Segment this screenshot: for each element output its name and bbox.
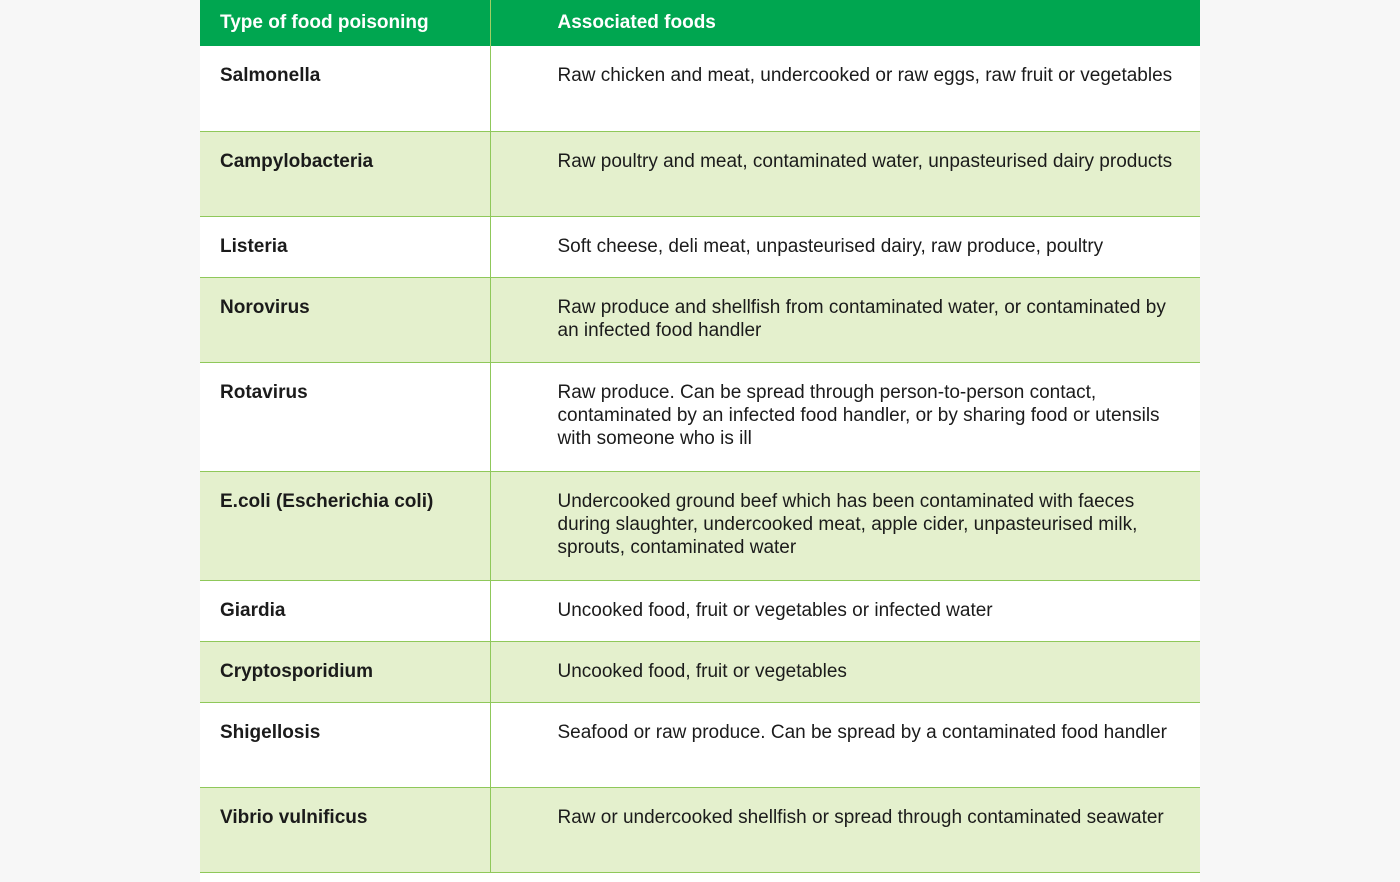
- table-row: [200, 580, 1200, 641]
- table-row: [200, 277, 1200, 362]
- poisoning-type-cell: Rotavirus: [200, 362, 490, 471]
- table-row: [200, 471, 1200, 580]
- table-row: [200, 131, 1200, 216]
- associated-foods-cell: Undercooked ground beef which has been contaminated with faeces during slaughter, undercooked meat, apple cider, unpasteurised milk, sprouts, contaminated water: [490, 471, 1200, 580]
- table-header: [200, 0, 1200, 46]
- poisoning-type-cell: Shigellosis: [200, 702, 490, 787]
- poisoning-type-cell: Salmonella: [200, 46, 490, 131]
- poisoning-type-cell: Norovirus: [200, 277, 490, 362]
- table-row: [200, 787, 1200, 872]
- associated-foods-cell: Soft cheese, deli meat, unpasteurised dairy, raw produce, poultry: [490, 216, 1200, 277]
- associated-foods-cell: Uncooked food, fruit or vegetables: [490, 641, 1200, 702]
- food-poisoning-table-container: [200, 0, 1200, 882]
- table-row: [200, 216, 1200, 277]
- table-body: [200, 46, 1200, 872]
- poisoning-type-cell: Giardia: [200, 580, 490, 641]
- table-row: [200, 362, 1200, 471]
- poisoning-type-cell: Campylobacteria: [200, 131, 490, 216]
- associated-foods-cell: Seafood or raw produce. Can be spread by a contaminated food handler: [490, 702, 1200, 787]
- table-row: [200, 46, 1200, 131]
- associated-foods-cell: Raw or undercooked shellfish or spread through contaminated seawater: [490, 787, 1200, 872]
- associated-foods-cell: Raw chicken and meat, undercooked or raw eggs, raw fruit or vegetables: [490, 46, 1200, 131]
- food-poisoning-table: [200, 0, 1200, 873]
- table-row: [200, 641, 1200, 702]
- table-row: [200, 702, 1200, 787]
- poisoning-type-cell: Cryptosporidium: [200, 641, 490, 702]
- poisoning-type-cell: Vibrio vulnificus: [200, 787, 490, 872]
- associated-foods-cell: Raw produce and shellfish from contaminated water, or contaminated by an infected food handler: [490, 277, 1200, 362]
- header-row: [200, 0, 1200, 46]
- associated-foods-cell: Raw poultry and meat, contaminated water, unpasteurised dairy products: [490, 131, 1200, 216]
- poisoning-type-cell: Listeria: [200, 216, 490, 277]
- associated-foods-cell: Uncooked food, fruit or vegetables or infected water: [490, 580, 1200, 641]
- poisoning-type-cell: E.coli (Escherichia coli): [200, 471, 490, 580]
- header-type: Type of food poisoning: [200, 0, 490, 46]
- associated-foods-cell: Raw produce. Can be spread through person-to-person contact, contaminated by an infected food handler, or by sharing food or utensils with someone who is ill: [490, 362, 1200, 471]
- header-foods: Associated foods: [490, 0, 1200, 46]
